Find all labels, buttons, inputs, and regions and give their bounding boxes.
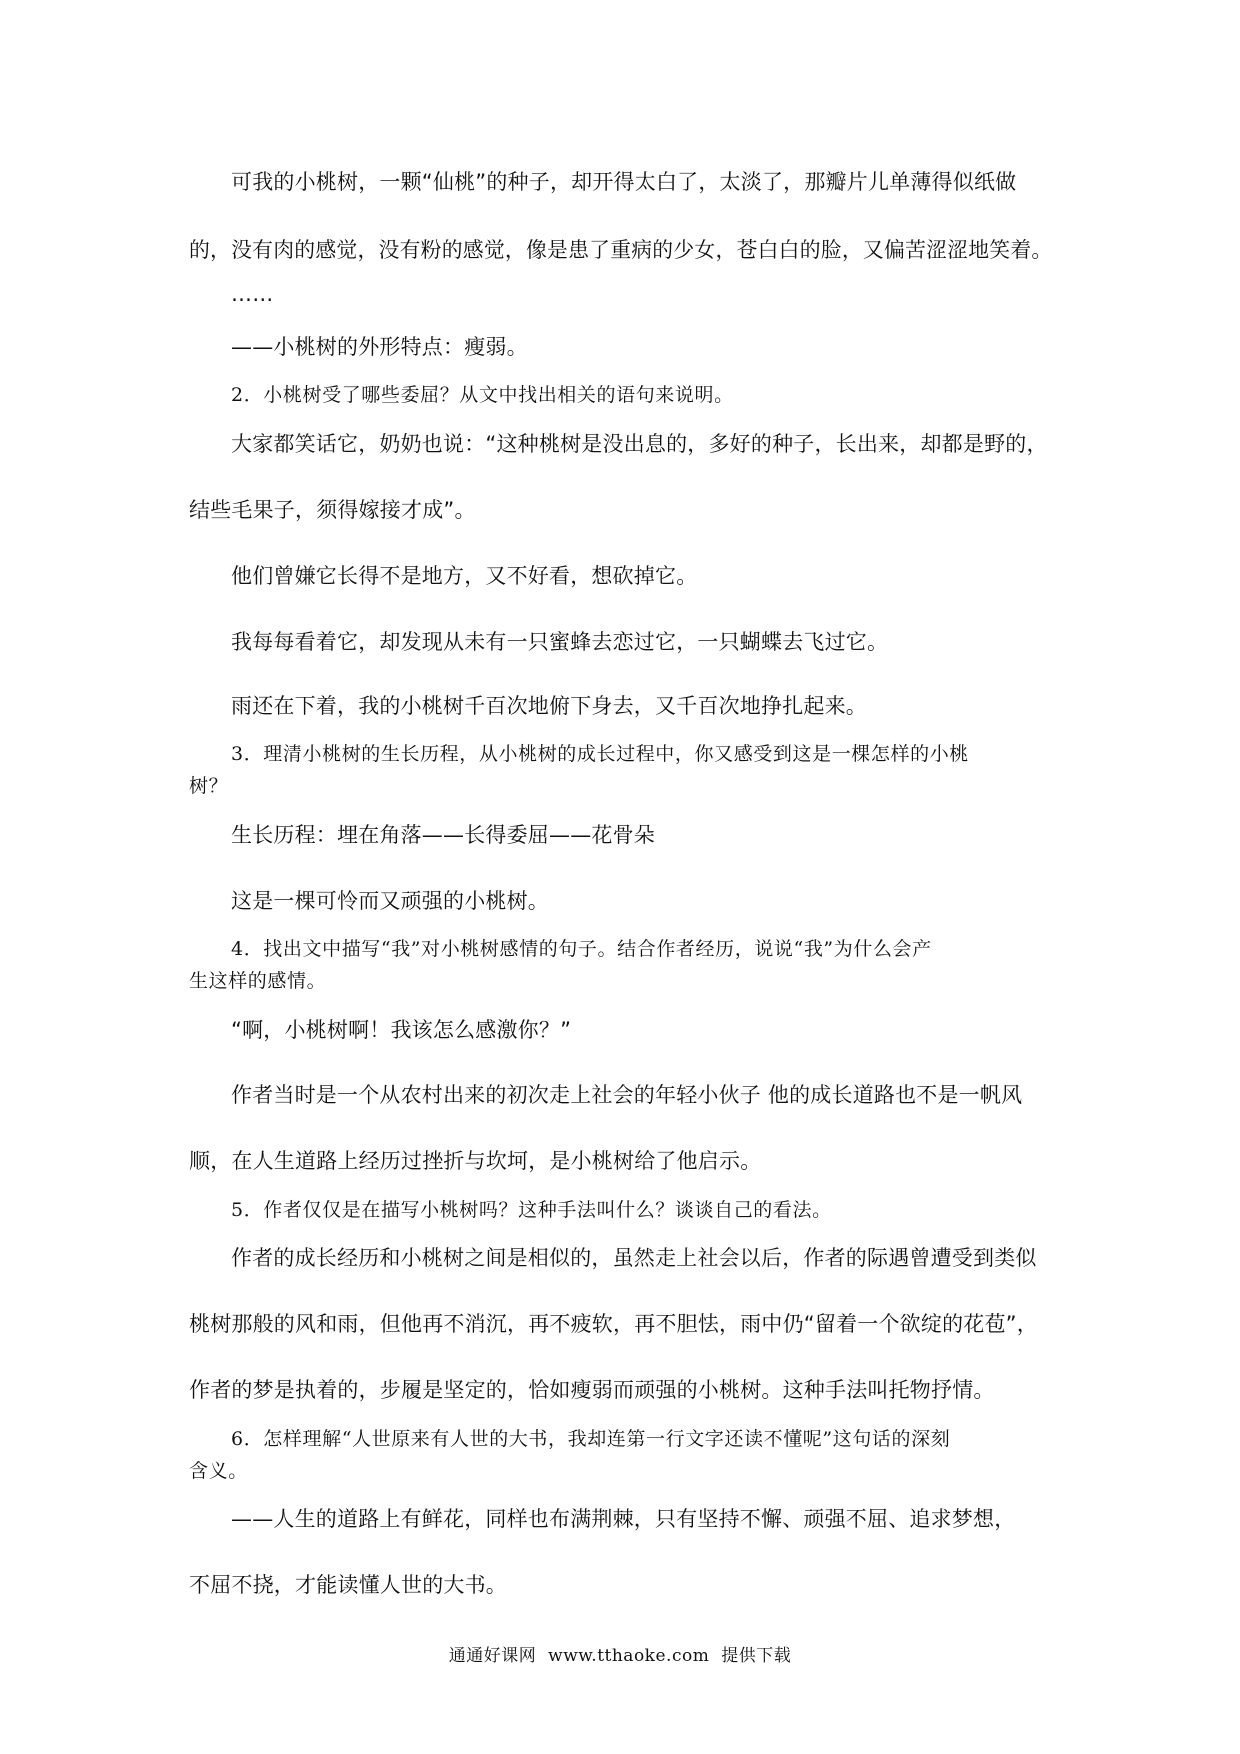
answer-line: 顺，在人生道路上经历过挫折与坎坷，是小桃树给了他启示。 bbox=[189, 1149, 762, 1173]
answer-line: 这是一棵可怜而又顽强的小桃树。 bbox=[231, 889, 549, 913]
answer-line: 作者的成长经历和小桃树之间是相似的，虽然走上社会以后，作者的际遇曾遭受到类似 bbox=[231, 1246, 1037, 1270]
answer-line: 我每每看着它，却发现从未有一只蜜蜂去恋过它，一只蝴蝶去飞过它。 bbox=[231, 630, 889, 654]
question-2: 2．小桃树受了哪些委屈？从文中找出相关的语句来说明。 bbox=[231, 384, 734, 406]
question-6: 6．怎样理解“人世原来有人世的大书，我却连第一行文字还读不懂呢”这句话的深刻 bbox=[231, 1428, 951, 1450]
answer-line: 生长历程：埋在角落——长得委屈——花骨朵 bbox=[231, 823, 655, 847]
ellipsis-line: …… bbox=[231, 282, 274, 306]
page-footer bbox=[0, 1641, 1240, 1666]
answer-line: “啊，小桃树啊！我该怎么感激你？” bbox=[231, 1018, 572, 1042]
answer-line: ——小桃树的外形特点：瘦弱。 bbox=[231, 335, 528, 359]
text-line: 的，没有肉的感觉，没有粉的感觉，像是患了重病的少女，苍白白的脸，又偏苦涩涩地笑着。 bbox=[189, 238, 1053, 262]
question-4: 4．找出文中描写“我”对小桃树感情的句子。结合作者经历，说说“我”为什么会产 bbox=[231, 938, 932, 960]
answer-line: 作者当时是一个从农村出来的初次走上社会的年轻小伙子 他的成长道路也不是一帆风 bbox=[231, 1083, 1023, 1107]
question-4-continued: 生这样的感情。 bbox=[189, 970, 327, 992]
footer-url: www.tthaoke.com bbox=[548, 1646, 710, 1666]
footer-action: 提供下载 bbox=[721, 1646, 792, 1666]
answer-line: 桃树那般的风和雨，但他再不消沉，再不疲软，再不胆怯，雨中仍“留着一个欲绽的花苞”， bbox=[189, 1312, 1038, 1336]
answer-line: 结些毛果子，须得嫁接才成”。 bbox=[189, 498, 476, 522]
text-line: 可我的小桃树，一颗“仙桃”的种子，却开得太白了，太淡了，那瓣片儿单薄得似纸做 bbox=[231, 170, 1017, 194]
answer-line: 不屈不挠，才能读懂人世的大书。 bbox=[189, 1573, 507, 1597]
question-6-continued: 含义。 bbox=[189, 1460, 248, 1482]
answer-line: 大家都笑话它，奶奶也说：“这种桃树是没出息的，多好的种子，长出来，却都是野的， bbox=[231, 432, 1048, 456]
question-5: 5．作者仅仅是在描写小桃树吗？这种手法叫什么？谈谈自己的看法。 bbox=[231, 1199, 832, 1221]
question-3: 3．理清小桃树的生长历程，从小桃树的成长过程中，你又感受到这是一棵怎样的小桃 bbox=[231, 743, 969, 765]
answer-line: ——人生的道路上有鲜花，同样也布满荆棘，只有坚持不懈、顽强不屈、追求梦想， bbox=[231, 1507, 1016, 1531]
answer-line: 雨还在下着，我的小桃树千百次地俯下身去，又千百次地挣扎起来。 bbox=[231, 694, 867, 718]
question-3-continued: 树？ bbox=[189, 775, 229, 797]
answer-line: 作者的梦是执着的，步履是坚定的，恰如瘦弱而顽强的小桃树。这种手法叫托物抒情。 bbox=[189, 1378, 995, 1402]
footer-site-name: 通通好课网 bbox=[448, 1646, 537, 1666]
answer-line: 他们曾嫌它长得不是地方，又不好看，想砍掉它。 bbox=[231, 564, 698, 588]
